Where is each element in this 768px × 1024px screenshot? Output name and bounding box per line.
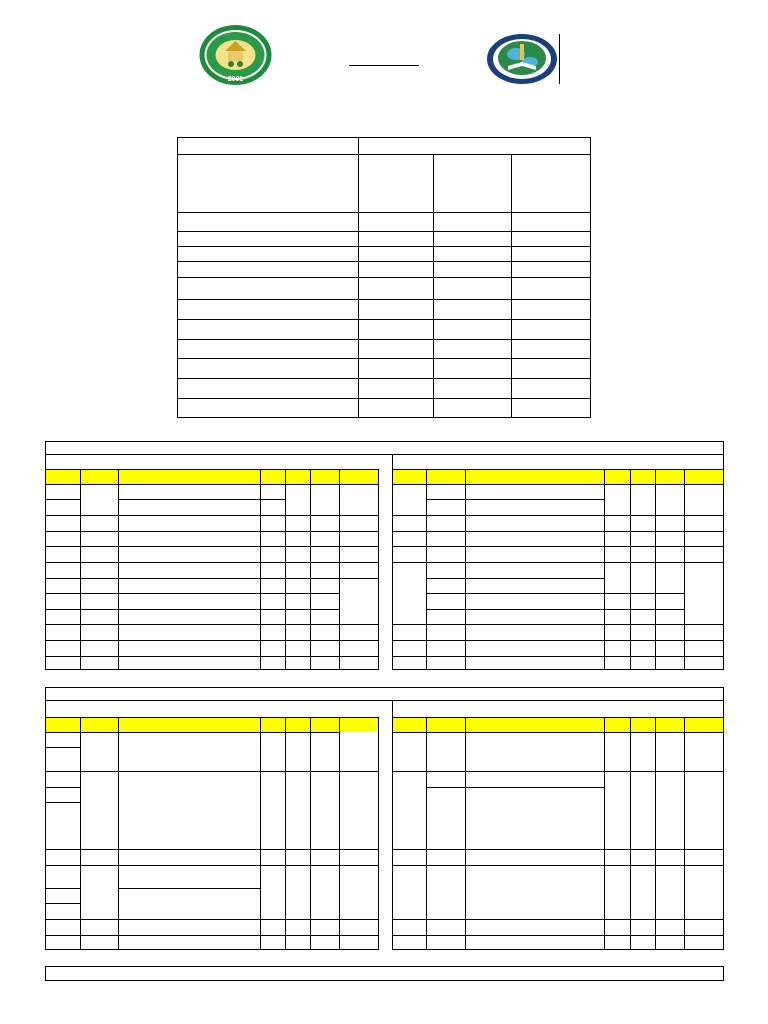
teacher-education-seal-icon [486,32,562,86]
title-underline [349,65,419,66]
block-2-title-bar [45,687,724,701]
block-1-title-bar [45,441,724,455]
left-college-seal [198,24,273,86]
seal-year: 2001 [227,76,244,83]
college-seal-icon [198,24,273,86]
footer-bar [45,966,724,981]
right-teacher-ed-seal [486,32,562,86]
